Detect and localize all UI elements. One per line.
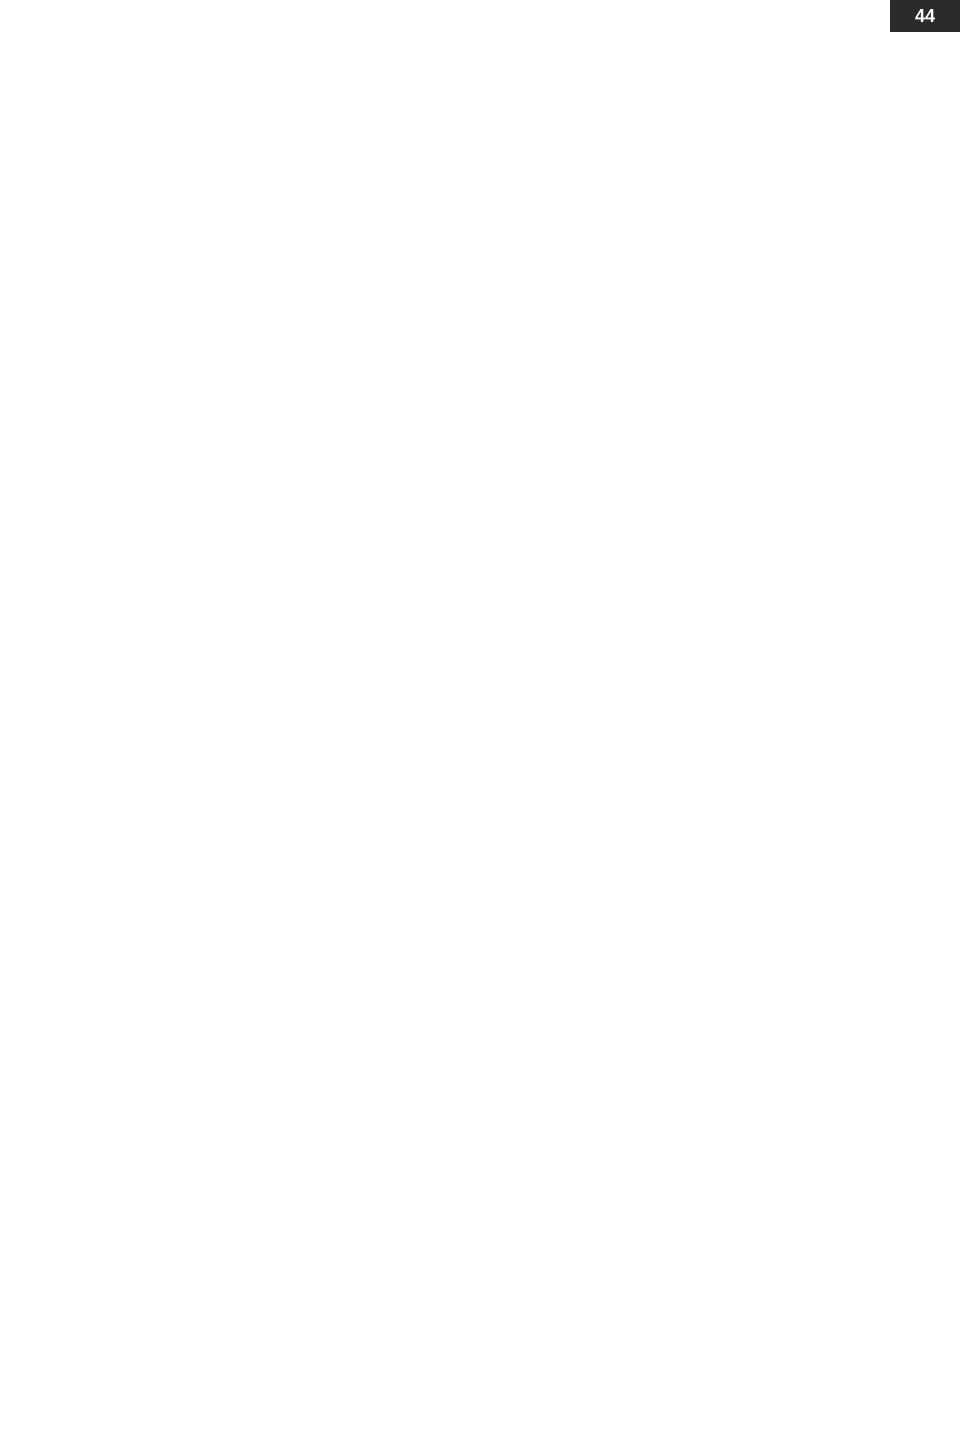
left-column [22,44,458,1444]
paragraph [496,438,932,459]
article-20-title-line [496,199,932,220]
section-gap [496,65,932,92]
paragraph [22,150,458,171]
paragraph [22,214,458,235]
paragraph [22,108,458,129]
paragraph [22,172,458,193]
section-gap [496,305,932,332]
section-gap [496,375,932,396]
article-20-title-line [496,114,932,135]
paragraph [496,44,932,65]
paragraph [22,129,458,150]
section-gap [22,236,458,263]
paragraph [496,241,932,262]
paragraph [22,65,458,86]
paragraph [22,369,458,390]
article-20-title-line [496,135,932,156]
paragraph [22,87,458,108]
paragraph [496,284,932,305]
section-gap [22,305,458,326]
article-20-number [496,92,932,113]
article-21-number [496,332,932,353]
paragraph [22,44,458,65]
right-column [496,44,932,1444]
paragraph [22,348,458,369]
paragraph [496,481,932,502]
article-19-title [22,284,458,305]
article-19-number [22,263,458,284]
article-21-title [496,353,932,374]
section-gap [496,220,932,241]
paragraph [496,396,932,417]
paragraph [496,262,932,283]
paragraph [496,459,932,480]
page-number: 44 [890,0,960,32]
paragraph [22,326,458,347]
article-20-title-line [496,177,932,198]
article-20-title-line [496,156,932,177]
paragraph [22,193,458,214]
paragraph [496,417,932,438]
